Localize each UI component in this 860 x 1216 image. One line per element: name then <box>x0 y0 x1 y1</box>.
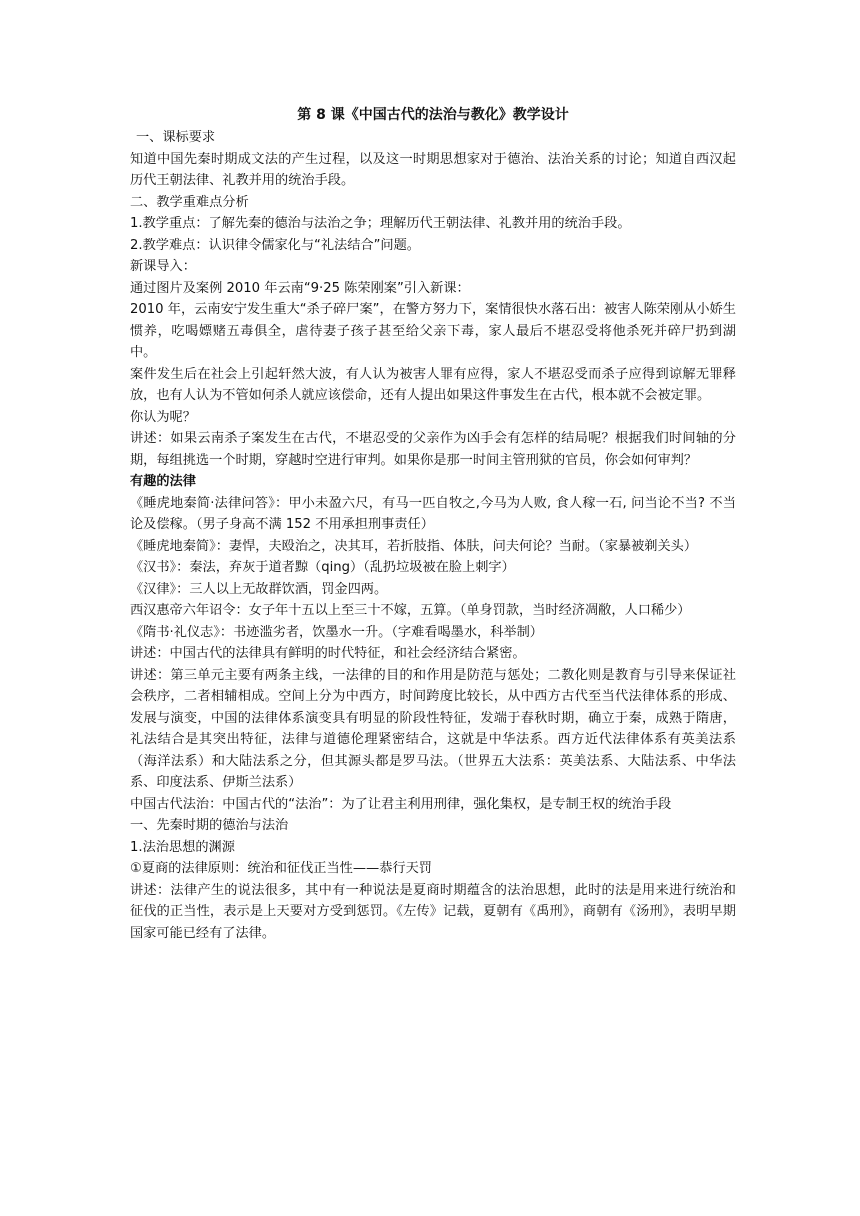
paragraph: 《汉律》：三人以上无故群饮酒，罚金四两。 <box>130 581 388 597</box>
paragraph: 《隋书·礼仪志》：书迹滥劣者，饮墨水一升。（字难看喝墨水，科举制） <box>130 624 543 640</box>
document-body <box>130 104 736 944</box>
paragraph: 西汉惠帝六年诏令：女子年十五以上至三十不嫁，五算。（单身罚款，当时经济凋敝，人口稀少） <box>130 603 691 618</box>
paragraph: ①夏商的法律原则：统治和征伐正当性——恭行天罚 <box>130 861 432 876</box>
paragraph: 2010 年，云南安宁发生重大“杀子碎尸案”，在警方努力下，案情很快水落石出：被害人陈荣刚从小娇生惯养，吃喝嫖赌五毒俱全，虐待妻子孩子甚至给父亲下毒，家人最后不堪忍受将他杀死并碎尸扔到湖中。 <box>130 302 736 360</box>
paragraph: 新课导入： <box>130 259 196 274</box>
paragraph: 《睡虎地秦简·法律问答》：甲小未盈六尺，有马一匹自牧之,今马为人败, 食人稼一石, 问当论不当? 不当论及偿稼。（男子身高不满 152 不用承担刑事责任） <box>130 495 736 532</box>
paragraph-list <box>130 127 736 944</box>
paragraph: 1.法治思想的渊源 <box>130 839 235 855</box>
paragraph: 通过图片及案例 2010 年云南“9·25 陈荣刚案”引入新课： <box>130 280 470 296</box>
paragraph: 1.教学重点：了解先秦的德治与法治之争；理解历代王朝法律、礼教并用的统治手段。 <box>130 216 631 231</box>
paragraph: 讲述：中国古代的法律具有鲜明的时代特征，和社会经济结合紧密。 <box>130 646 526 661</box>
paragraph: 讲述：如果云南杀子案发生在古代，不堪忍受的父亲作为凶手会有怎样的结局呢？根据我们时间轴的分期，每组挑选一个时期，穿越时空进行审判。如果你是那一时间主管刑狱的官员，你会如何审判？ <box>130 431 736 468</box>
paragraph: 讲述：第三单元主要有两条主线，一法律的目的和作用是防范与惩处；二教化则是教育与引导来保证社会秩序，二者相辅相成。空间上分为中西方，时间跨度比较长，从中西方古代至当代法律体系的形成、发展与演变，中国的法律体系演变具有明显的阶段性特征，发端于春秋时期，确立于秦，成熟于隋唐，礼法结合是其突出特征，法律与道德伦理紧密结合，这就是中华法系。西方近代法律体系有英美法系（海洋法系）和大陆法系之分，但其源头都是罗马法。（世界五大法系：英美法系、大陆法系、中华法系、印度法系、伊斯兰法系） <box>130 667 736 790</box>
section-heading: 有趣的法律 <box>130 474 196 489</box>
paragraph: 中国古代法治：中国古代的“法治”：为了让君主利用刑律，强化集权，是专制王权的统治手段 <box>130 796 672 812</box>
paragraph: 2.教学难点：认识律令儒家化与“礼法结合”问题。 <box>130 237 420 253</box>
paragraph: 《睡虎地秦简》：妻悍，夫殴治之，决其耳，若折肢指、体肤，问夫何论？当耐。（家暴被剃关头） <box>130 538 698 554</box>
paragraph: 一、先秦时期的德治与法治 <box>130 818 289 833</box>
paragraph: 二、教学重难点分析 <box>130 194 249 210</box>
paragraph: 一、课标要求 <box>136 130 216 145</box>
paragraph: 案件发生后在社会上引起轩然大波，有人认为被害人罪有应得，家人不堪忍受而杀子应得到谅解无罪释放，也有人认为不管如何杀人就应该偿命，还有人提出如果这件事发生在古代，根本就不会被定罪。 <box>130 366 736 403</box>
document-title: 第 8 课《中国古代的法治与教化》教学设计 <box>297 107 569 123</box>
paragraph: 你认为呢？ <box>130 409 196 425</box>
paragraph: 《汉书》：秦法，弃灰于道者黥（qing）（乱扔垃圾被在脸上刺字） <box>130 560 515 575</box>
paragraph: 知道中国先秦时期成文法的产生过程，以及这一时期思想家对于德治、法治关系的讨论；知道自西汉起历代王朝法律、礼教并用的统治手段。 <box>130 151 736 188</box>
paragraph: 讲述：法律产生的说法很多，其中有一种说法是夏商时期蕴含的法治思想，此时的法是用来进行统治和征伐的正当性，表示是上天要对方受到惩罚。《左传》记载，夏朝有《禹刑》，商朝有《汤刑》，表明早期国家可能已经有了法律。 <box>130 882 736 941</box>
